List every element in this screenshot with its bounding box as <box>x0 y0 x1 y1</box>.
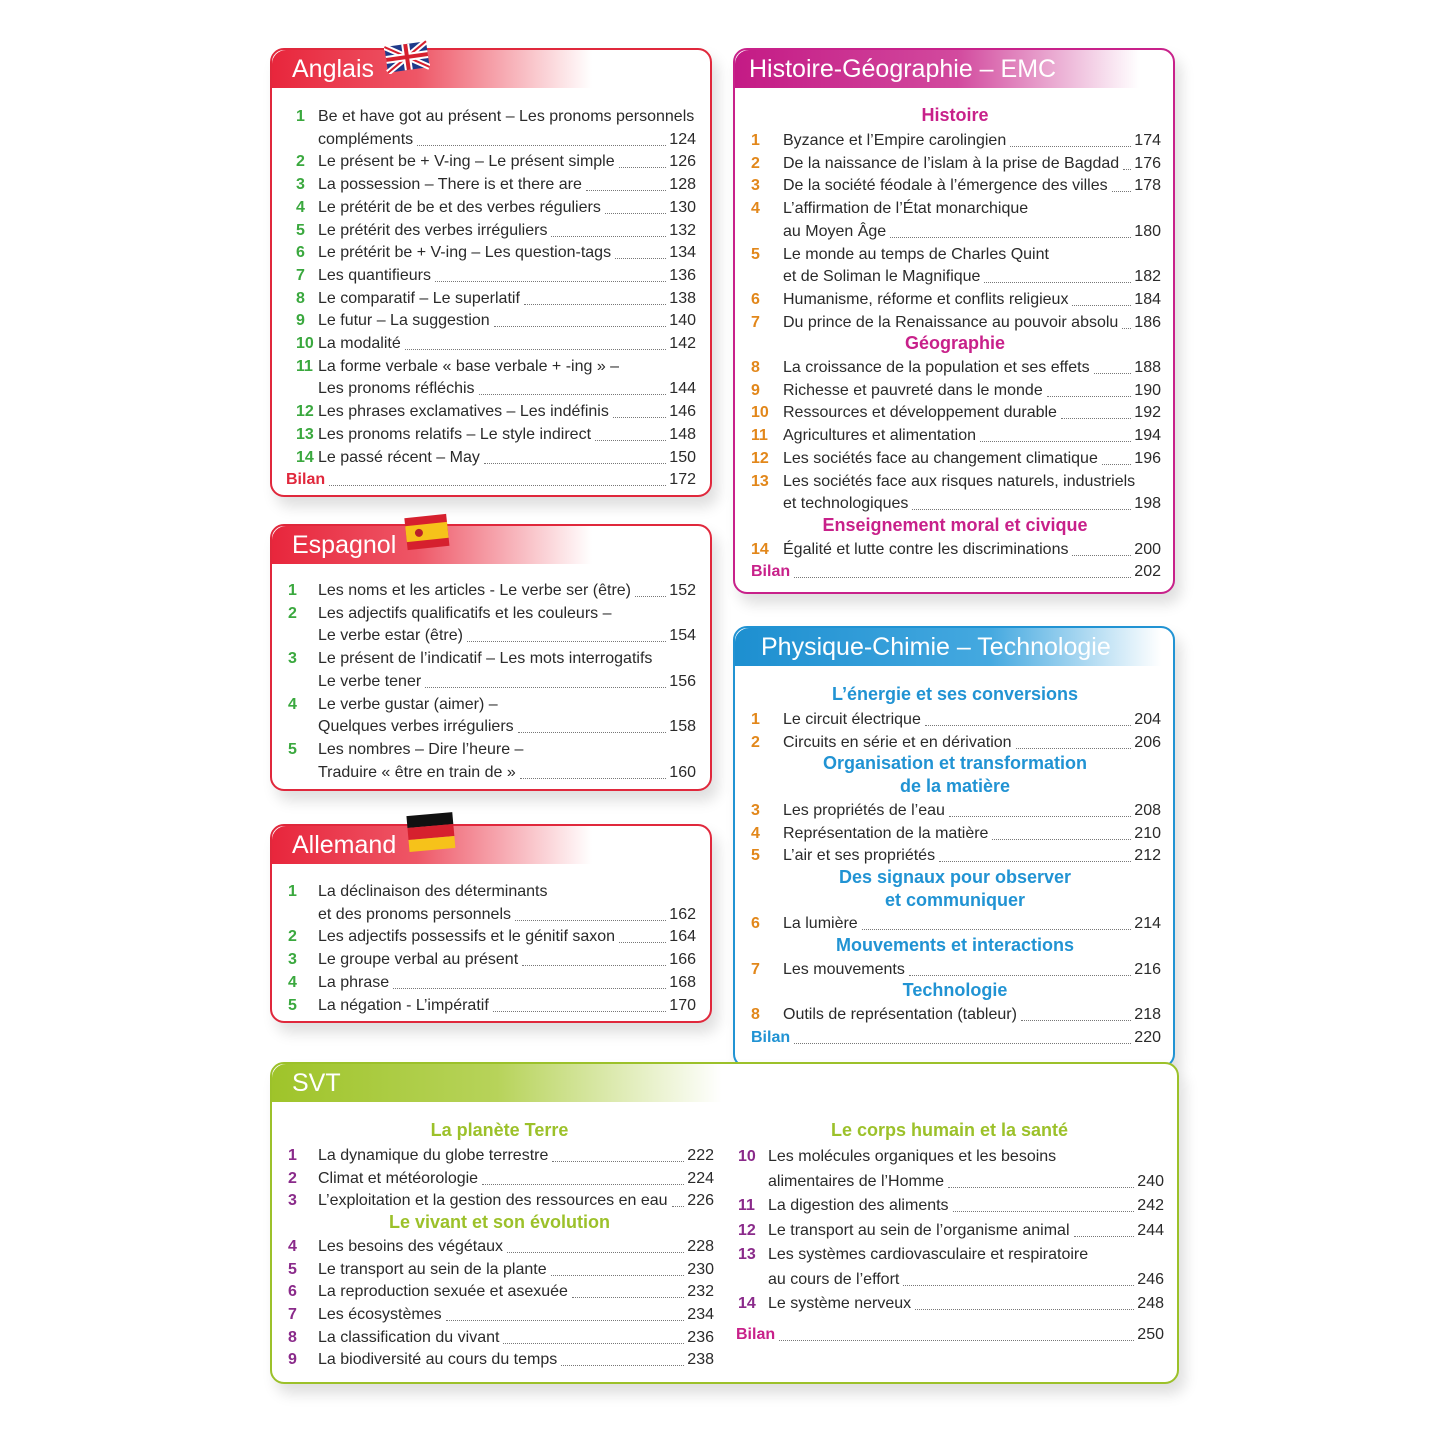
section-title: Espagnol <box>272 526 592 564</box>
leader-dots <box>903 1271 1134 1286</box>
entry-number: 13 <box>738 1246 756 1263</box>
entry-title-line2: et technologiques <box>783 495 909 513</box>
entry-page: 188 <box>1134 359 1161 376</box>
entry-number: 9 <box>288 1351 297 1369</box>
entry-page: 208 <box>1134 801 1161 819</box>
leader-dots <box>1122 314 1131 329</box>
entry-number: 2 <box>751 733 760 751</box>
leader-dots <box>503 1329 684 1344</box>
entry-number: 2 <box>288 604 297 622</box>
leader-dots <box>551 1261 684 1276</box>
entry-number: 11 <box>751 427 768 445</box>
entry-page: 216 <box>1134 960 1161 978</box>
entry-number: 1 <box>296 108 305 125</box>
entry-number: 1 <box>751 711 760 728</box>
leader-dots <box>417 131 666 146</box>
entry-number: 6 <box>296 244 305 262</box>
entry-page: 196 <box>1134 449 1161 467</box>
entry-number: 12 <box>738 1221 756 1239</box>
entry-number: 7 <box>751 313 760 331</box>
subsection-heading: Le corps humain et la santé <box>830 1120 1069 1140</box>
entry-page: 246 <box>1137 1270 1164 1288</box>
entry-title-line1: Les adjectifs qualificatifs et les couleurs – <box>318 604 612 622</box>
subsection-heading: et communiquer <box>884 889 1026 910</box>
leader-dots <box>672 1192 684 1207</box>
leader-dots <box>572 1283 684 1298</box>
leader-dots <box>515 906 666 921</box>
entry-page: 234 <box>687 1305 714 1323</box>
leader-dots <box>779 1326 1134 1341</box>
entry-title: La possession – There is et there are <box>318 176 582 194</box>
entry-page: 210 <box>1134 824 1161 842</box>
bilan-page: 250 <box>1137 1325 1164 1343</box>
entry-page: 136 <box>669 266 696 284</box>
entry-title: Les adjectifs possessifs et le génitif saxon <box>318 928 616 946</box>
leader-dots <box>1061 404 1131 419</box>
entry-number: 8 <box>288 1328 297 1346</box>
leader-dots <box>1072 541 1131 556</box>
leader-dots <box>948 1173 1134 1188</box>
entry-title: Égalité et lutte contre les discriminations <box>783 540 1069 558</box>
entry-title: La phrase <box>318 973 390 991</box>
entry-number: 5 <box>751 847 760 865</box>
entry-number: 14 <box>738 1295 756 1312</box>
entry-number: 3 <box>296 176 305 194</box>
entry-title: L’exploitation et la gestion des ressources en eau <box>318 1192 668 1210</box>
entry-page: 206 <box>1134 733 1161 751</box>
bilan-label: Bilan <box>736 1325 776 1343</box>
section-title: SVT <box>272 1064 1172 1102</box>
entry-page: 222 <box>687 1147 714 1164</box>
leader-dots <box>494 312 666 327</box>
entry-number: 4 <box>288 695 297 713</box>
leader-dots <box>619 153 666 168</box>
entry-number: 8 <box>296 289 305 307</box>
bilan-label: Bilan <box>751 1028 791 1046</box>
entry-page: 232 <box>687 1283 714 1301</box>
bilan-page: 172 <box>669 471 696 489</box>
entry-page: 244 <box>1137 1221 1164 1239</box>
entry-title: Le passé récent – May <box>318 448 480 466</box>
entry-page: 184 <box>1134 290 1161 308</box>
leader-dots <box>953 1197 1134 1212</box>
entry-page: 182 <box>1134 268 1161 286</box>
leader-dots <box>1074 1222 1134 1237</box>
entry-title: Le groupe verbal au présent <box>318 951 519 969</box>
entry-number: 7 <box>751 960 760 978</box>
section-allemand <box>270 824 712 1023</box>
leader-dots <box>520 764 666 779</box>
entry-number: 12 <box>296 403 314 421</box>
entry-title: La reproduction sexuée et asexuée <box>318 1283 568 1301</box>
leader-dots <box>405 335 666 350</box>
entry-page: 138 <box>669 289 696 307</box>
bilan-label: Bilan <box>286 471 326 489</box>
entry-page: 194 <box>1134 427 1161 445</box>
entry-title: Le présent be + V-ing – Le présent simple <box>318 153 615 171</box>
entry-number: 1 <box>288 883 297 900</box>
entry-title: Les noms et les articles - Le verbe ser (être) <box>318 582 632 599</box>
leader-dots <box>613 403 666 418</box>
entry-number: 2 <box>288 928 297 946</box>
leader-dots <box>479 380 666 395</box>
entry-title: La dynamique du globe terrestre <box>318 1147 549 1164</box>
entry-page: 148 <box>669 425 696 443</box>
entry-title: Le futur – La suggestion <box>318 312 490 330</box>
subsection-heading: Enseignement moral et civique <box>822 514 1088 535</box>
entry-title-line2: Les pronoms réfléchis <box>318 380 475 398</box>
entry-page: 214 <box>1134 915 1161 933</box>
entry-number: 3 <box>751 801 760 819</box>
entry-page: 170 <box>669 996 696 1014</box>
section-title: Anglais <box>272 50 592 88</box>
leader-dots <box>1102 450 1131 465</box>
leader-dots <box>561 1351 684 1366</box>
entry-title-line1: Be et have got au présent – Les pronoms personnels <box>318 108 695 125</box>
entry-title-line1: Les systèmes cardiovasculaire et respiratoire <box>768 1246 1089 1263</box>
entry-page: 128 <box>669 176 696 194</box>
entry-title: La modalité <box>318 335 401 352</box>
entry-page: 200 <box>1134 540 1161 558</box>
leader-dots <box>635 582 666 597</box>
entry-page: 236 <box>687 1328 714 1346</box>
entry-title-line2: au cours de l’effort <box>768 1270 900 1288</box>
leader-dots <box>507 1238 684 1253</box>
entry-page: 126 <box>669 153 696 171</box>
entry-title-line1: Les sociétés face aux risques naturels, industriels <box>783 472 1136 490</box>
entry-page: 178 <box>1134 177 1161 195</box>
entry-number: 3 <box>288 650 297 668</box>
entry-title: Les mouvements <box>783 960 905 978</box>
entry-page: 142 <box>669 335 696 352</box>
subsection-heading: L’énergie et ses conversions <box>831 684 1079 704</box>
leader-dots <box>619 928 666 943</box>
entry-number: 4 <box>296 198 305 216</box>
entry-number: 4 <box>751 200 760 218</box>
entry-title: Le comparatif – Le superlatif <box>318 289 520 307</box>
entry-page: 160 <box>669 763 696 781</box>
entry-title: Le transport au sein de la plante <box>318 1260 547 1278</box>
leader-dots <box>992 825 1131 840</box>
leader-dots <box>484 449 666 464</box>
entry-page: 152 <box>669 582 696 599</box>
entry-page: 140 <box>669 312 696 330</box>
entry-number: 7 <box>296 266 305 284</box>
bilan-page: 202 <box>1134 563 1161 581</box>
entry-number: 9 <box>751 381 760 399</box>
entry-page: 192 <box>1134 404 1161 422</box>
section-espagnol <box>270 524 712 791</box>
leader-dots <box>524 290 666 305</box>
entry-page: 158 <box>669 718 696 736</box>
bilan-label: Bilan <box>751 563 791 581</box>
subsection-heading: Technologie <box>902 980 1008 1001</box>
entry-title: Du prince de la Renaissance au pouvoir absolu <box>783 313 1119 331</box>
leader-dots <box>615 244 666 259</box>
leader-dots <box>329 471 666 486</box>
entry-title: Le système nerveux <box>768 1295 912 1312</box>
section-title: Allemand <box>272 826 592 864</box>
subsection-heading: Le vivant et son évolution <box>388 1212 611 1233</box>
entry-title: La digestion des aliments <box>768 1197 949 1214</box>
entry-page: 228 <box>687 1237 714 1255</box>
entry-number: 4 <box>751 824 760 842</box>
entry-page: 144 <box>669 380 696 398</box>
entry-page: 156 <box>669 672 696 690</box>
entry-number: 5 <box>288 1260 297 1278</box>
entry-title-line1: Les nombres – Dire l’heure – <box>318 740 524 758</box>
entry-page: 242 <box>1137 1197 1164 1214</box>
entry-page: 190 <box>1134 381 1161 399</box>
entry-number: 6 <box>751 290 760 308</box>
entry-page: 204 <box>1134 711 1161 728</box>
leader-dots <box>1112 177 1131 192</box>
entry-title-line2: compléments <box>318 130 414 148</box>
leader-dots <box>595 426 666 441</box>
bilan-page: 220 <box>1134 1028 1161 1046</box>
entry-page: 230 <box>687 1260 714 1278</box>
entry-number: 6 <box>751 915 760 933</box>
leader-dots <box>925 711 1131 726</box>
entry-title: Les phrases exclamatives – Les indéfinis <box>318 403 609 421</box>
entry-number: 3 <box>751 177 760 195</box>
entry-title: Le prétérit de be et des verbes réguliers <box>318 198 601 216</box>
subsection-heading: Organisation et transformation <box>822 753 1088 774</box>
entry-page: 186 <box>1134 313 1161 331</box>
entry-page: 224 <box>687 1169 714 1187</box>
entry-title-line1: Le présent de l’indicatif – Les mots interrogatifs <box>318 650 653 668</box>
entry-title: Agricultures et alimentation <box>783 427 976 445</box>
entry-title: La lumière <box>783 915 858 933</box>
entry-title: Les besoins des végétaux <box>318 1237 504 1255</box>
subsection-heading: La planète Terre <box>430 1120 569 1140</box>
entry-number: 2 <box>751 154 760 172</box>
entry-number: 12 <box>751 449 769 467</box>
entry-page: 164 <box>669 928 696 946</box>
entry-title: Richesse et pauvreté dans le monde <box>783 381 1043 399</box>
leader-dots <box>393 974 666 989</box>
entry-number: 13 <box>296 425 314 443</box>
entry-title: La croissance de la population et ses effets <box>783 359 1090 376</box>
section-physique-chimie <box>733 626 1175 1068</box>
entry-page: 240 <box>1137 1172 1164 1190</box>
entry-title: La biodiversité au cours du temps <box>318 1351 558 1369</box>
leader-dots <box>518 718 666 733</box>
subsection-heading: Des signaux pour observer <box>838 866 1072 887</box>
section-anglais <box>270 48 712 497</box>
entry-title-line2: et de Soliman le Magnifique <box>783 268 981 286</box>
entry-page: 176 <box>1134 154 1161 172</box>
entry-page: 198 <box>1134 495 1161 513</box>
entry-number: 2 <box>288 1169 297 1187</box>
entry-title: De la naissance de l’islam à la prise de Bagdad <box>783 154 1120 172</box>
entry-number: 1 <box>751 132 760 149</box>
entry-title: Les propriétés de l’eau <box>783 801 945 819</box>
leader-dots <box>1010 132 1131 147</box>
entry-number: 13 <box>751 472 769 490</box>
entry-title-line2: au Moyen Âge <box>783 222 887 240</box>
entry-number: 4 <box>288 973 297 991</box>
germany-flag-icon <box>404 810 458 861</box>
entry-title-line2: Le verbe estar (être) <box>318 627 463 645</box>
entry-page: 238 <box>687 1351 714 1369</box>
entry-number: 8 <box>751 359 760 376</box>
entry-title: Les pronoms relatifs – Le style indirect <box>318 425 592 443</box>
leader-dots <box>862 915 1131 930</box>
entry-title-line2: alimentaires de l’Homme <box>768 1172 945 1190</box>
leader-dots <box>1072 291 1131 306</box>
entry-number: 5 <box>288 996 297 1014</box>
entry-number: 7 <box>288 1305 297 1323</box>
entry-title: La classification du vivant <box>318 1328 500 1346</box>
subsection-heading: Géographie <box>904 333 1006 354</box>
leader-dots <box>435 267 666 282</box>
entry-title-line2: Le verbe tener <box>318 672 422 690</box>
entry-number: 10 <box>751 404 769 422</box>
entry-title: Circuits en série et en dérivation <box>783 733 1012 751</box>
section-svt <box>270 1062 1179 1384</box>
entry-page: 134 <box>669 244 696 262</box>
entry-number: 5 <box>296 221 305 239</box>
entry-title: Outils de représentation (tableur) <box>783 1006 1017 1024</box>
leader-dots <box>551 222 666 237</box>
leader-dots <box>1021 1006 1131 1021</box>
leader-dots <box>552 1147 684 1162</box>
leader-dots <box>1094 359 1131 374</box>
entry-title: Les écosystèmes <box>318 1305 442 1323</box>
entry-number: 2 <box>296 153 305 171</box>
leader-dots <box>605 199 666 214</box>
section-histoire-geographie <box>733 48 1175 594</box>
entry-number: 14 <box>296 448 314 466</box>
leader-dots <box>915 1295 1134 1310</box>
leader-dots <box>1123 155 1131 170</box>
spain-flag-icon <box>402 512 452 559</box>
subsection-heading: Mouvements et interactions <box>835 935 1075 955</box>
entry-page: 166 <box>669 951 696 969</box>
leader-dots <box>586 176 666 191</box>
subsection-heading: Histoire <box>921 105 989 125</box>
entry-title: Le circuit électrique <box>783 711 921 728</box>
entry-number: 3 <box>288 1192 297 1210</box>
entry-number: 5 <box>288 740 297 758</box>
leader-dots <box>939 847 1131 862</box>
section-title: Histoire-Géographie – EMC <box>735 50 1139 88</box>
entry-number: 9 <box>296 312 305 330</box>
leader-dots <box>467 627 666 642</box>
entry-number: 10 <box>738 1148 756 1165</box>
entry-title: Le transport au sein de l’organisme animal <box>768 1221 1070 1239</box>
leader-dots <box>522 951 666 966</box>
entry-title: L’air et ses propriétés <box>783 847 936 865</box>
entry-page: 226 <box>687 1192 714 1210</box>
entry-title: Le prétérit des verbes irréguliers <box>318 221 548 239</box>
entry-title-line1: La forme verbale « base verbale + -ing » – <box>318 357 620 375</box>
entry-title-line1: Le monde au temps de Charles Quint <box>783 245 1049 263</box>
leader-dots <box>984 268 1131 283</box>
entry-page: 174 <box>1134 132 1161 149</box>
entry-title: Ressources et développement durable <box>783 404 1057 422</box>
entry-title: Climat et météorologie <box>318 1169 479 1187</box>
leader-dots <box>980 427 1131 442</box>
leader-dots <box>794 1029 1131 1044</box>
entry-page: 180 <box>1134 222 1161 240</box>
leader-dots <box>493 997 666 1012</box>
leader-dots <box>1047 382 1131 397</box>
entry-number: 1 <box>288 1147 297 1164</box>
leader-dots <box>912 495 1131 510</box>
entry-number: 1 <box>288 582 297 599</box>
entry-page: 132 <box>669 221 696 239</box>
uk-flag-icon <box>384 40 430 79</box>
entry-page: 124 <box>669 130 696 148</box>
entry-page: 154 <box>669 627 696 645</box>
entry-page: 150 <box>669 448 696 466</box>
entry-page: 248 <box>1137 1295 1164 1312</box>
entry-title-line2: et des pronoms personnels <box>318 905 511 923</box>
entry-title: Le prétérit be + V-ing – Les question-tags <box>318 244 612 262</box>
entry-title-line2: Traduire « être en train de » <box>318 763 516 781</box>
subsection-heading: de la matière <box>899 776 1011 797</box>
entry-title-line2: Quelques verbes irréguliers <box>318 718 514 736</box>
leader-dots <box>890 223 1131 238</box>
entry-title: Représentation de la matière <box>783 824 989 842</box>
leader-dots <box>425 673 666 688</box>
entry-title-line1: L’affirmation de l’État monarchique <box>783 200 1029 218</box>
entry-title-line1: Les molécules organiques et les besoins <box>768 1148 1057 1165</box>
entry-page: 162 <box>669 905 696 923</box>
entry-number: 10 <box>296 335 314 352</box>
entry-number: 11 <box>296 357 313 375</box>
leader-dots <box>794 563 1131 578</box>
entry-number: 4 <box>288 1237 297 1255</box>
entry-title-line1: La déclinaison des déterminants <box>318 883 548 900</box>
leader-dots <box>482 1170 684 1185</box>
entry-title: Les quantifieurs <box>318 266 431 284</box>
entry-page: 168 <box>669 973 696 991</box>
entry-page: 146 <box>669 403 696 421</box>
entry-number: 14 <box>751 540 769 558</box>
entry-page: 212 <box>1134 847 1161 865</box>
entry-number: 5 <box>751 245 760 263</box>
entry-number: 11 <box>738 1197 755 1214</box>
leader-dots <box>909 961 1131 976</box>
entry-page: 130 <box>669 198 696 216</box>
entry-title: Byzance et l’Empire carolingien <box>783 132 1007 149</box>
leader-dots <box>949 802 1131 817</box>
entry-title: La négation - L’impératif <box>318 996 489 1014</box>
entry-title: De la société féodale à l’émergence des villes <box>783 177 1108 195</box>
entry-title: Les sociétés face au changement climatique <box>783 449 1098 467</box>
entry-page: 218 <box>1134 1006 1161 1024</box>
leader-dots <box>1016 734 1131 749</box>
entry-number: 6 <box>288 1283 297 1301</box>
section-title: Physique-Chimie – Technologie <box>735 628 1161 666</box>
leader-dots <box>446 1306 684 1321</box>
entry-title-line1: Le verbe gustar (aimer) – <box>318 695 498 713</box>
entry-number: 8 <box>751 1006 760 1024</box>
entry-number: 3 <box>288 951 297 969</box>
entry-title: Humanisme, réforme et conflits religieux <box>783 290 1069 308</box>
